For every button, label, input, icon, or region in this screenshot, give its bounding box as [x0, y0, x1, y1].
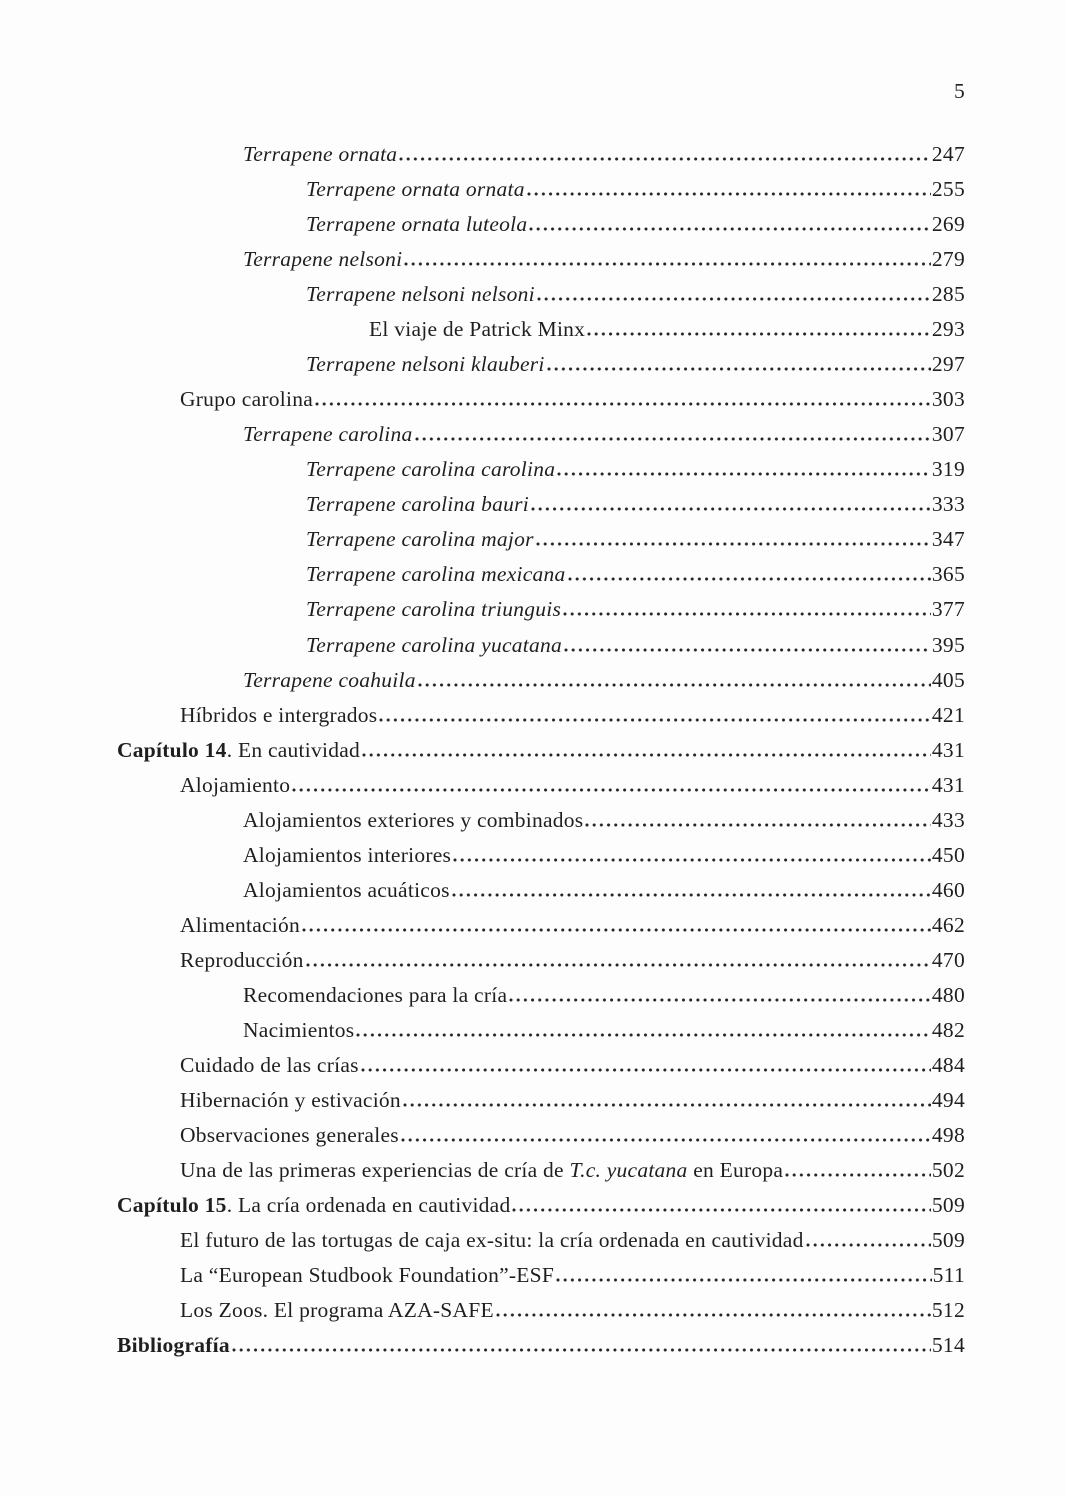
toc-entry-page: 285 — [931, 282, 965, 307]
toc-entry-text: El futuro de las tortugas de caja ex-situ: la cría ordenada en cautividad — [180, 1228, 804, 1253]
dot-leader — [306, 963, 931, 967]
dot-leader — [452, 893, 931, 897]
toc-entry-page: 297 — [931, 352, 965, 377]
toc-entry-page: 482 — [931, 1018, 965, 1043]
toc-entry-label — [117, 312, 585, 347]
toc-entry-label — [117, 452, 555, 487]
toc-entry — [117, 733, 965, 768]
toc-entry-text: Terrapene nelsoni — [243, 247, 403, 272]
toc-entry-label — [117, 628, 562, 663]
dot-leader — [536, 542, 931, 546]
toc-entry-page: 255 — [931, 176, 965, 201]
toc-entry-text: Alimentación — [180, 912, 301, 937]
dot-leader — [785, 1173, 931, 1177]
toc-entry-label — [117, 698, 377, 733]
toc-entry-text: Alojamientos acuáticos — [243, 877, 450, 902]
toc-entry — [117, 838, 965, 873]
toc-entry — [117, 557, 965, 592]
toc-entry — [117, 1188, 965, 1223]
toc-entry-text: Alojamientos exteriores y combinados — [243, 807, 584, 832]
toc-entry-text: Una de las primeras experiencias de cría de — [180, 1158, 570, 1183]
toc-entry-label — [117, 768, 290, 803]
dot-leader — [232, 1348, 931, 1352]
toc-entry-text: Terrapene nelsoni klauberi — [306, 352, 545, 377]
toc-entry-label — [117, 382, 313, 417]
toc-entry-page: 470 — [931, 947, 965, 972]
dot-leader — [292, 788, 931, 792]
toc-entry-page: 377 — [931, 597, 965, 622]
toc-entry-text: Terrapene nelsoni nelsoni — [306, 282, 535, 307]
dot-leader — [587, 332, 931, 336]
toc-entry-text: Cuidado de las crías — [180, 1053, 359, 1078]
toc-entry-text: Los Zoos. El programa AZA-SAFE — [180, 1298, 494, 1323]
toc-entry-page: 509 — [931, 1193, 965, 1218]
toc-entry-page: 433 — [931, 807, 965, 832]
toc-entry-text: El viaje de Patrick Minx — [369, 317, 586, 342]
toc-entry-label — [117, 838, 451, 873]
toc-entry — [117, 628, 965, 663]
dot-leader — [556, 1278, 932, 1282]
toc-entry-text: . La cría ordenada en cautividad — [226, 1193, 511, 1218]
toc-entry-text: Terrapene ornata luteola — [306, 211, 528, 236]
toc-entry-page: 480 — [931, 983, 965, 1007]
toc-entry-page: 269 — [931, 211, 965, 236]
dot-leader — [356, 1033, 930, 1037]
toc-entry — [117, 943, 965, 978]
toc-entry-label — [117, 908, 300, 943]
dot-leader — [585, 823, 930, 827]
dot-leader — [547, 367, 931, 371]
toc-entry-text: Terrapene carolina — [243, 422, 413, 447]
toc-entry-label — [117, 417, 413, 452]
toc-entry — [117, 172, 965, 207]
dot-leader — [404, 262, 931, 266]
toc-entry — [117, 1013, 965, 1048]
toc-entry-page: 279 — [931, 247, 965, 272]
toc-entry-text: Alojamientos interiores — [243, 842, 452, 867]
toc-entry-label — [117, 487, 529, 522]
toc-entry-text: Terrapene ornata ornata — [306, 176, 525, 201]
dot-leader — [401, 1138, 931, 1142]
toc-entry-text: Terrapene carolina triunguis — [306, 597, 562, 622]
dot-leader — [557, 472, 931, 476]
toc-entry-label — [117, 1223, 804, 1258]
toc-entry-page: 431 — [931, 737, 965, 762]
dot-leader — [453, 858, 931, 862]
toc-entry — [117, 277, 965, 312]
dot-leader — [806, 1243, 931, 1247]
toc-entry — [117, 1153, 965, 1188]
toc-entry-label — [117, 1118, 399, 1153]
toc-entry-text: Terrapene carolina major — [306, 527, 534, 552]
toc-entry-label — [117, 347, 545, 382]
toc-entry — [117, 242, 965, 277]
dot-leader — [564, 648, 931, 652]
toc-entry — [117, 1118, 965, 1153]
toc-entry-text: en Europa — [687, 1158, 784, 1183]
toc-entry — [117, 663, 965, 698]
toc-entry-page: 484 — [931, 1053, 965, 1078]
toc-entry — [117, 978, 965, 1013]
toc-entry-label — [117, 1293, 494, 1328]
toc-entry-page: 502 — [931, 1158, 965, 1183]
toc-entry-label — [117, 663, 416, 698]
toc-entry — [117, 312, 965, 347]
toc-entry-page: 462 — [931, 912, 965, 937]
dot-leader — [415, 437, 931, 441]
toc-entry-page: 333 — [931, 492, 965, 517]
toc-entry-label — [117, 1048, 359, 1083]
toc-entry-page: 395 — [931, 632, 965, 657]
toc-entry-page: 303 — [931, 387, 965, 412]
toc-entry — [117, 417, 965, 452]
dot-leader — [403, 1103, 931, 1107]
toc-entry-page: 450 — [931, 842, 965, 867]
toc-entry-page: 514 — [931, 1333, 965, 1358]
toc-entry-page: 512 — [931, 1298, 965, 1323]
dot-leader — [512, 1208, 930, 1212]
toc-entry-label — [117, 522, 534, 557]
toc-entry-page: 347 — [931, 527, 965, 552]
toc-entry-page: 319 — [931, 457, 965, 482]
toc-entry — [117, 1048, 965, 1083]
toc-entry-label — [117, 137, 397, 172]
toc-entry — [117, 207, 965, 242]
dot-leader — [302, 928, 931, 932]
toc-entry — [117, 487, 965, 522]
toc-entry-text: Terrapene carolina mexicana — [306, 562, 566, 587]
toc-entry-label — [117, 207, 527, 242]
dot-leader — [531, 507, 931, 511]
toc-entry-label — [117, 873, 450, 908]
toc-list — [117, 137, 965, 1364]
toc-entry-text: Grupo carolina — [180, 387, 314, 412]
toc-entry-label — [117, 557, 566, 592]
toc-entry-text: Hibernación y estivación — [180, 1088, 401, 1113]
toc-entry-text: Terrapene carolina carolina — [306, 457, 556, 482]
toc-entry-text: Nacimientos — [243, 1018, 355, 1043]
page-number: 5 — [953, 79, 965, 103]
toc-entry-label — [117, 1328, 230, 1363]
toc-entry-page: 405 — [931, 667, 965, 692]
toc-entry — [117, 137, 965, 172]
toc-entry-label — [117, 733, 360, 768]
toc-entry — [117, 1258, 965, 1293]
dot-leader — [537, 297, 931, 301]
toc-entry-label — [117, 1258, 554, 1293]
dot-leader — [399, 157, 931, 161]
toc-entry-text: Observaciones generales — [180, 1123, 399, 1148]
toc-entry — [117, 1223, 965, 1258]
toc-entry — [117, 1083, 965, 1118]
toc-entry-text: Terrapene ornata — [243, 141, 398, 166]
toc-entry-label — [117, 277, 535, 312]
toc-entry-text: . En cautividad — [226, 737, 360, 762]
dot-leader — [361, 1068, 931, 1072]
toc-entry-page: 307 — [931, 422, 965, 447]
dot-leader — [527, 192, 931, 196]
dot-leader — [418, 683, 931, 687]
toc-entry — [117, 452, 965, 487]
toc-entry-text: Terrapene coahuila — [243, 667, 416, 692]
toc-entry-label — [117, 242, 402, 277]
toc-entry — [117, 698, 965, 733]
dot-leader — [568, 577, 931, 581]
toc-entry-label — [117, 803, 583, 838]
toc-entry-page: 460 — [931, 877, 965, 902]
toc-entry-label — [117, 1013, 354, 1048]
toc-entry-page: 509 — [931, 1228, 965, 1253]
toc-entry-page: 431 — [931, 772, 965, 797]
dot-leader — [529, 227, 930, 231]
toc-entry-page: 494 — [931, 1088, 965, 1113]
toc-entry — [117, 592, 965, 627]
toc-entry-page: 511 — [932, 1263, 965, 1288]
toc-entry — [117, 382, 965, 417]
toc-entry-text: Terrapene carolina yucatana — [306, 632, 562, 657]
toc-entry-text: La “European Studbook Foundation”-ESF — [180, 1263, 555, 1288]
toc-entry — [117, 522, 965, 557]
toc-entry-text: Bibliografía — [117, 1333, 230, 1358]
toc-entry — [117, 803, 965, 838]
toc-entry-label — [117, 592, 561, 627]
toc-entry — [117, 908, 965, 943]
toc-entry-label — [117, 1083, 401, 1118]
dot-leader — [315, 402, 931, 406]
toc-entry-text: Alojamiento — [180, 772, 291, 797]
toc-entry-text: Capítulo 14 — [117, 737, 227, 762]
toc-entry-text: Reproducción — [180, 947, 304, 972]
toc-entry — [117, 1328, 965, 1363]
dot-leader — [379, 718, 930, 722]
toc-entry — [117, 873, 965, 908]
toc-entry-page: 421 — [931, 702, 965, 727]
dot-leader — [563, 612, 931, 616]
toc-entry-page: 365 — [931, 562, 965, 587]
toc-entry — [117, 768, 965, 803]
dot-leader — [496, 1313, 931, 1317]
toc-entry — [117, 347, 965, 382]
toc-entry-text: Recomendaciones para la cría — [243, 983, 508, 1007]
toc-entry-text: T.c. yucatana — [569, 1158, 688, 1183]
dot-leader — [509, 998, 931, 1002]
toc-entry-label — [117, 943, 304, 978]
toc-entry-label — [117, 978, 507, 1013]
toc-entry-label — [117, 1188, 510, 1223]
dot-leader — [362, 753, 931, 757]
toc-entry-text: Terrapene carolina bauri — [306, 492, 529, 517]
toc-entry-label — [117, 1153, 783, 1188]
toc-entry-text: Capítulo 15 — [117, 1193, 227, 1218]
toc-entry-page: 293 — [931, 317, 965, 342]
toc-entry-page: 247 — [931, 141, 965, 166]
toc-entry — [117, 1293, 965, 1328]
toc-entry-label — [117, 172, 525, 207]
toc-entry-page: 498 — [931, 1123, 965, 1148]
toc-entry-text: Híbridos e intergrados — [180, 702, 378, 727]
